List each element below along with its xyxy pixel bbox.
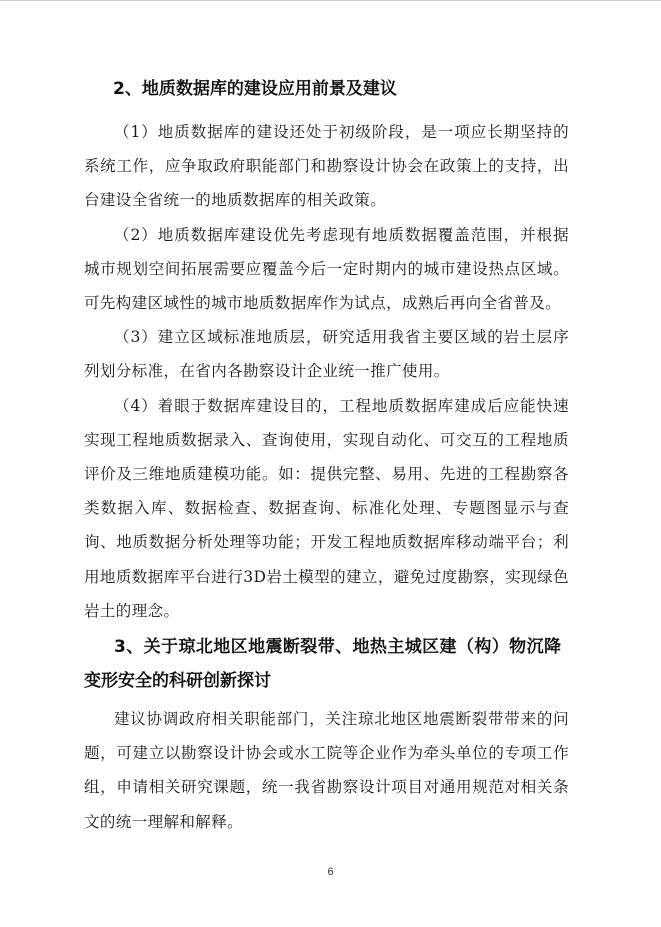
- section-2-paragraph-4: （4）着眼于数据库建设目的，工程地质数据库建成后应能快速实现工程地质数据录入、查询使用，实现自动化、可交互的工程地质评价及三维地质建模功能。如：提供完整、易用、先进的工程勘察各类数据入库、数据检查、数据查询、标准化处理、专题图显示与查询、地质数据分析处理等功能；开发工程地质数据库移动端平台；利用地质数据库平台进行3D岩土模型的建立，避免过度勘察，实现绿色岩土的理念。: [84, 396, 569, 620]
- section-2-paragraph-2: （2）地质数据库建设优先考虑现有地质数据覆盖范围，并根据城市规划空间拓展需要应覆盖今后一定时期内的城市建设热点区域。可先构建区域性的城市地质数据库作为试点，成熟后再向全省普及。: [84, 225, 569, 313]
- page-number: 6: [327, 866, 334, 878]
- section-3-heading: 3、关于琼北地区地震断裂带、地热主城区建（构）物沉降变形安全的科研创新探讨: [84, 637, 561, 692]
- section-3-paragraph-1: 建议协调政府相关职能部门，关注琼北地区地震断裂带带来的问题，可建立以勘察设计协会或水工院等企业作为牵头单位的专项工作组，申请相关研究课题，统一我省勘察设计项目对通用规范对相关条文的统一理解和解释。: [84, 710, 569, 831]
- page-top-edge: [0, 0, 661, 1]
- section-2-paragraph-3: （3）建立区域标准地质层，研究适用我省主要区域的岩土层序列划分标准，在省内各勘察设计企业统一推广使用。: [84, 328, 569, 381]
- section-2-heading: 2、地质数据库的建设应用前景及建议: [113, 79, 397, 99]
- document-body: [0, 72, 661, 839]
- section-2-paragraph-1: （1）地质数据库的建设还处于初级阶段，是一项应长期坚持的系统工作，应争取政府职能部门和勘察设计协会在政策上的支持，出台建设全省统一的地质数据库的相关政策。: [84, 123, 569, 210]
